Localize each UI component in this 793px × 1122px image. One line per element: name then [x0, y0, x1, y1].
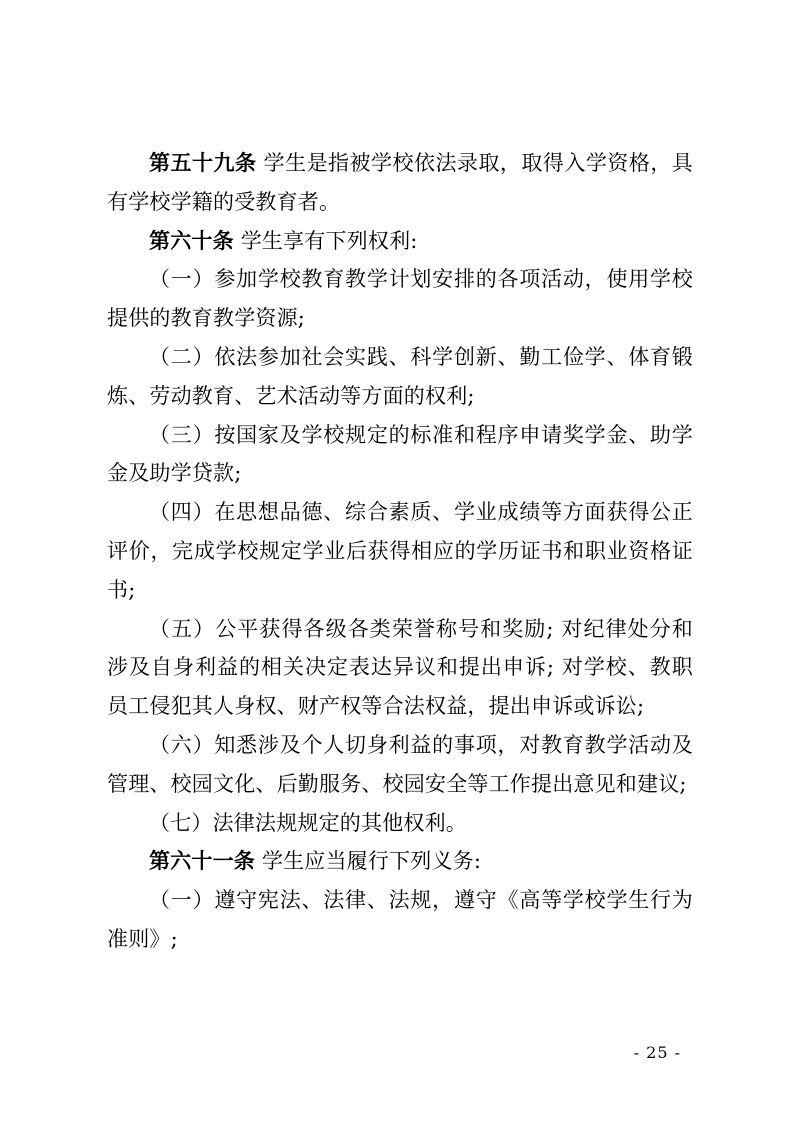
article-60-item-5	[107, 610, 693, 726]
item-text: （六）知悉涉及个人切身利益的事项，对教育教学活动及管理、校园文化、后勤服务、校园安全等工作提出意见和建议;	[107, 732, 693, 796]
article-59-title: 第五十九条	[149, 151, 257, 175]
item-text: （五）公平获得各级各类荣誉称号和奖励; 对纪律处分和涉及自身利益的相关决定表达异议和提出申诉; 对学校、教职员工侵犯其人身权、财产权等合法权益，提出申诉或诉讼;	[107, 616, 693, 719]
article-60-item-3	[107, 416, 693, 494]
article-61-title: 第六十一条	[149, 849, 255, 874]
article-60-item-4	[107, 493, 693, 609]
item-text: （二）依法参加社会实践、科学创新、勤工俭学、体育锻炼、劳动教育、艺术活动等方面的权利;	[107, 344, 693, 408]
article-59-text: 学生是指被学校依法录取，取得入学资格，具有学校学籍的受教育者。	[107, 151, 694, 214]
item-text: （三）按国家及学校规定的标准和程序申请奖学金、助学金及助学贷款;	[107, 422, 693, 486]
item-text: （一）遵守宪法、法律、法规，遵守《高等学校学生行为准则》;	[107, 888, 693, 951]
article-60-item-2	[107, 338, 693, 416]
article-60-title: 第六十条	[149, 228, 234, 253]
article-60-item-7	[107, 804, 693, 843]
article-61-item-1	[107, 881, 693, 959]
article-59	[107, 144, 693, 222]
article-60-item-1	[107, 260, 693, 338]
item-text: （七）法律法规规定的其他权利。	[149, 810, 467, 835]
page-number: - 25 -	[633, 1043, 681, 1062]
item-text: （一）参加学校教育教学计划安排的各项活动，使用学校提供的教育教学资源;	[107, 267, 693, 331]
article-60-text: 学生享有下列权利:	[233, 228, 418, 253]
article-61	[107, 842, 693, 881]
article-60-item-6	[107, 726, 693, 804]
document-body	[107, 144, 693, 959]
item-text: （四）在思想品德、综合素质、学业成绩等方面获得公正评价，完成学校规定学业后获得相应的学历证书和职业资格证书;	[107, 500, 693, 602]
article-60	[107, 222, 693, 261]
article-61-text: 学生应当履行下列义务:	[255, 849, 482, 874]
